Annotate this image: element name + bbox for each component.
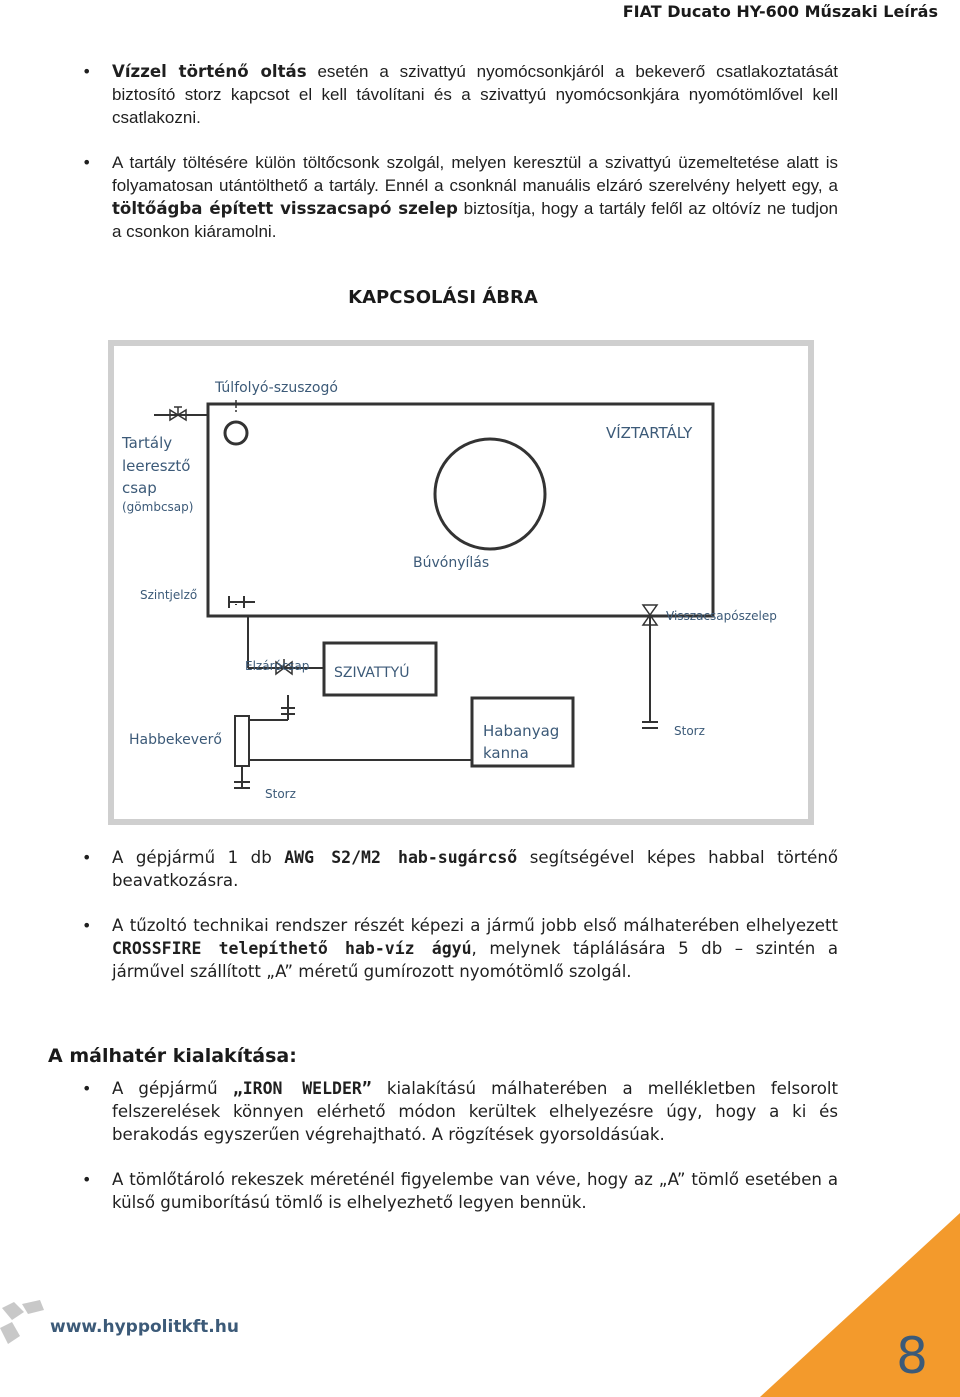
drain-ball-valve-icon	[170, 407, 186, 420]
corner-triangle	[760, 1213, 960, 1397]
bold-term: „IRON WELDER”	[232, 1079, 372, 1098]
label-storz-right: Storz	[674, 724, 705, 738]
list-item	[0, 846, 960, 892]
storz-coupling-right-icon	[642, 722, 658, 728]
paragraph-text: A gépjármű	[112, 1079, 233, 1098]
bold-term: töltőágba épített visszacsapó szelep	[112, 199, 458, 218]
paragraph-text: A tömlőtároló rekeszek méreténél figyelembe van véve, hogy az „A” tömlő esetében a külső gumiborítású tömlő is elhelyezhető legyen bennük.	[112, 1170, 838, 1212]
label-foam-can-line1: Habanyag	[483, 722, 560, 740]
bullet-icon: •	[82, 916, 92, 935]
list-item	[0, 914, 960, 983]
bold-term: Vízzel történő oltás	[112, 62, 307, 81]
foam-mixer-icon	[234, 716, 250, 788]
label-mixer: Habbekeverő	[129, 732, 222, 748]
paragraph-text: A tűzoltó technikai rendszer részét képezi a jármű jobb első málhaterében elhelyezett	[112, 916, 838, 935]
bold-term: AWG S2/M2 hab-sugárcső	[284, 848, 518, 867]
page-number: 8	[896, 1327, 928, 1385]
paragraph-text: , melynek táplálására 5 db – szintén a járművel szállított „A” méretű gumírozott nyomótömlő szolgál.	[112, 939, 838, 981]
paragraph-text: A gépjármű 1 db	[112, 848, 285, 867]
bullet-icon: •	[82, 1079, 92, 1098]
schematic-diagram	[108, 340, 814, 825]
label-shutoff: Elzárócsap	[245, 659, 310, 673]
label-storz-bottom: Storz	[265, 787, 296, 801]
bullet-icon: •	[82, 62, 92, 81]
paragraph-text: kialakítású málhaterében a mellékletben felsorolt felszerelések könnyen elérhető módon kerültek elhelyezésre úgy, hogy a ki és berakodás egyszerűen végrehajtható. A rögzítések gyorsoldásúak.	[112, 1079, 839, 1144]
list-item	[0, 1168, 960, 1214]
diagram-title: KAPCSOLÁSI ÁBRA	[348, 287, 538, 308]
label-overflow: Túlfolyó-szuszogó	[215, 380, 338, 396]
list-item	[0, 1077, 960, 1146]
top-bullet-list	[0, 60, 960, 243]
overflow-vent-icon	[225, 422, 247, 444]
paragraph-text: esetén a szivattyú nyomócsonkjáról a bekeverő csatlakoztatását biztosító storz kapcsot el kell távolítani és a szivattyú nyomócsonkjára nyomótömlővel kell csatlakozni.	[112, 62, 838, 127]
bullet-icon: •	[82, 848, 92, 867]
label-pump: SZIVATTYÚ	[334, 665, 410, 681]
footer-logo	[0, 1300, 260, 1360]
label-manhole: Búvónyílás	[413, 555, 490, 571]
middle-bullet-list	[0, 846, 960, 983]
label-tank: VÍZTARTÁLY	[606, 424, 693, 442]
list-item	[0, 151, 960, 243]
label-drain-line1: Tartály	[122, 434, 173, 452]
paragraph-text: segítségével képes habbal történő beavatkozásra.	[112, 848, 838, 890]
bottom-bullet-list	[0, 1077, 960, 1214]
label-level: Szintjelző	[140, 588, 198, 602]
bullet-icon: •	[82, 1170, 92, 1189]
bullet-icon: •	[82, 153, 92, 172]
page-corner	[760, 1213, 960, 1397]
bold-term: CROSSFIRE telepíthető hab-víz ágyú	[112, 939, 472, 958]
label-check-valve: Visszacsapószelep	[666, 609, 777, 623]
list-item	[0, 60, 960, 129]
diagram-frame	[111, 343, 811, 822]
label-drain-line3: csap	[122, 479, 157, 497]
label-drain-line2: leeresztő	[122, 457, 191, 475]
manhole-icon	[435, 439, 545, 549]
section-heading: A málhatér kialakítása:	[48, 1045, 297, 1067]
label-foam-can-line2: kanna	[483, 744, 529, 762]
logo-mark-icon	[0, 1300, 44, 1344]
paragraph-text: A tartály töltésére külön töltőcsonk szolgál, melyen keresztül a szivattyú üzemeltetése alatt is folyamatosan utántölthető a tartály. Ennél a csonknál manuális elzáró szerelvény helyett egy, a	[112, 153, 838, 195]
paragraph-text: biztosítja, hogy a tartály felől az oltóvíz ne tudjon a csonkon kiáramolni.	[112, 199, 838, 241]
header-title: FIAT Ducato HY-600 Műszaki Leírás	[622, 2, 938, 21]
label-drain-line4: (gömbcsap)	[122, 500, 194, 514]
footer-website: www.hyppolitkft.hu	[50, 1317, 239, 1337]
